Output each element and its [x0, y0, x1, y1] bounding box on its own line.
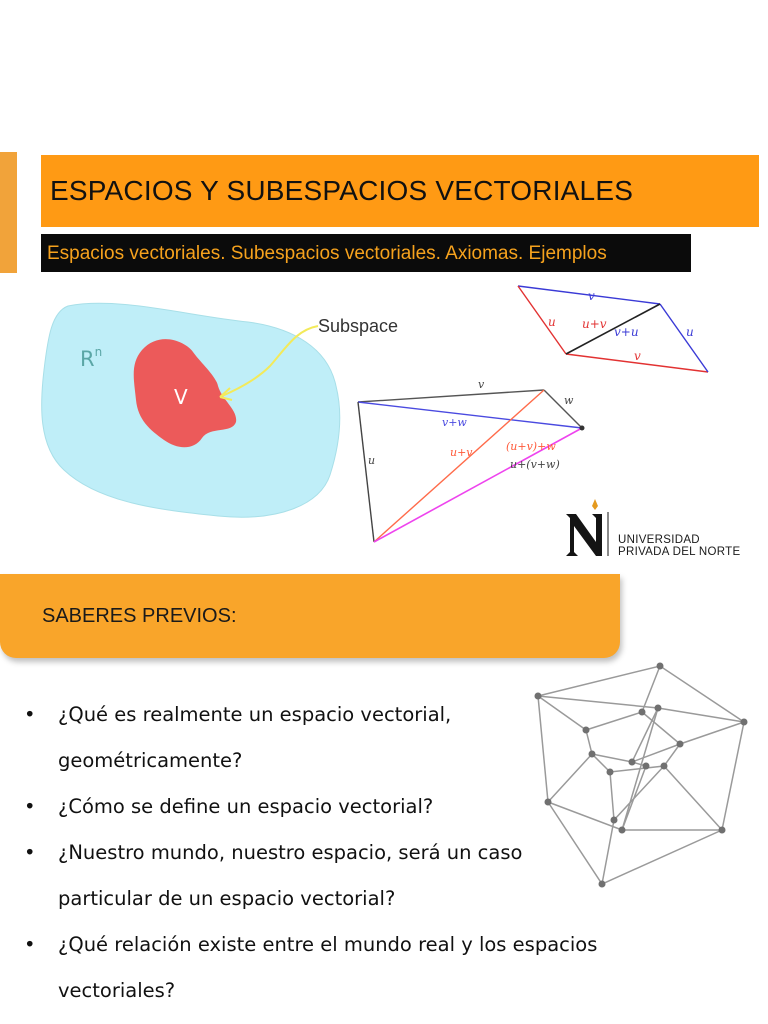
saberes-banner [0, 574, 620, 658]
bullet-icon: • [24, 841, 36, 864]
diagonal-line [566, 304, 660, 354]
question-line: geométricamente? [58, 749, 243, 772]
question-item [24, 922, 644, 1014]
v-label: V [174, 385, 188, 409]
university-name [618, 534, 740, 558]
university-name-line2: PRIVADA DEL NORTE [618, 546, 741, 558]
question-line: ¿Qué es realmente un espacio vectorial, [58, 703, 452, 726]
page-subtitle: Espacios vectoriales. Subespacios vectoriales. Axiomas. Ejemplos [47, 243, 607, 264]
label-u: u [368, 454, 376, 467]
question-line: ¿Cómo se define un espacio vectorial? [58, 795, 434, 818]
logo-n-icon [566, 514, 602, 556]
parallelogram-diagram [510, 280, 720, 380]
label-v-bottom: v [634, 349, 641, 363]
question-line: particular de un espacio vectorial? [58, 887, 396, 910]
label-w: w [564, 394, 574, 407]
question-line: ¿Nuestro mundo, nuestro espacio, será un caso [58, 841, 523, 864]
label-v-top: v [588, 289, 595, 303]
v-line [358, 390, 544, 402]
title-banner [41, 155, 759, 227]
bullet-icon: • [24, 933, 36, 956]
u-line [358, 402, 374, 542]
university-logo-mark [562, 496, 612, 558]
label-u-plus-vw: u+(v+w) [510, 458, 560, 471]
label-v-plus-w: v+w [442, 416, 467, 429]
question-item [24, 692, 644, 784]
label-u-plus-v: u+v [450, 446, 473, 459]
subspace-arrow-label: Subspace [318, 316, 399, 336]
question-line: ¿Qué relación existe entre el mundo real y los espacios [58, 933, 598, 956]
label-u-right: u [686, 325, 694, 339]
question-line: vectoriales? [58, 979, 176, 1002]
label-u-left: u [548, 315, 556, 329]
left-accent-bar [0, 152, 17, 273]
label-u-plus-v: u+v [582, 317, 607, 331]
label-v: v [478, 378, 485, 391]
logo-flame-icon [592, 499, 598, 510]
u-left-line [518, 286, 566, 354]
rn-label: $R^n$ [80, 345, 103, 371]
u-right-line [660, 304, 708, 372]
question-item [24, 784, 644, 830]
w-line [544, 390, 582, 428]
label-v-plus-u: v+u [614, 325, 639, 339]
v-plus-w-line [358, 402, 582, 428]
end-point [580, 426, 585, 431]
bullet-icon: • [24, 795, 36, 818]
bullet-icon: • [24, 703, 36, 726]
page-title: ESPACIOS Y SUBESPACIOS VECTORIALES [50, 175, 634, 206]
label-uv-plus-w: (u+v)+w [506, 440, 556, 453]
saberes-heading: SABERES PREVIOS: [42, 605, 237, 627]
question-item [24, 830, 644, 922]
subtitle-banner [41, 234, 691, 272]
university-name-line1: UNIVERSIDAD [618, 534, 700, 546]
associativity-diagram [350, 378, 595, 548]
questions-list [24, 692, 644, 1014]
